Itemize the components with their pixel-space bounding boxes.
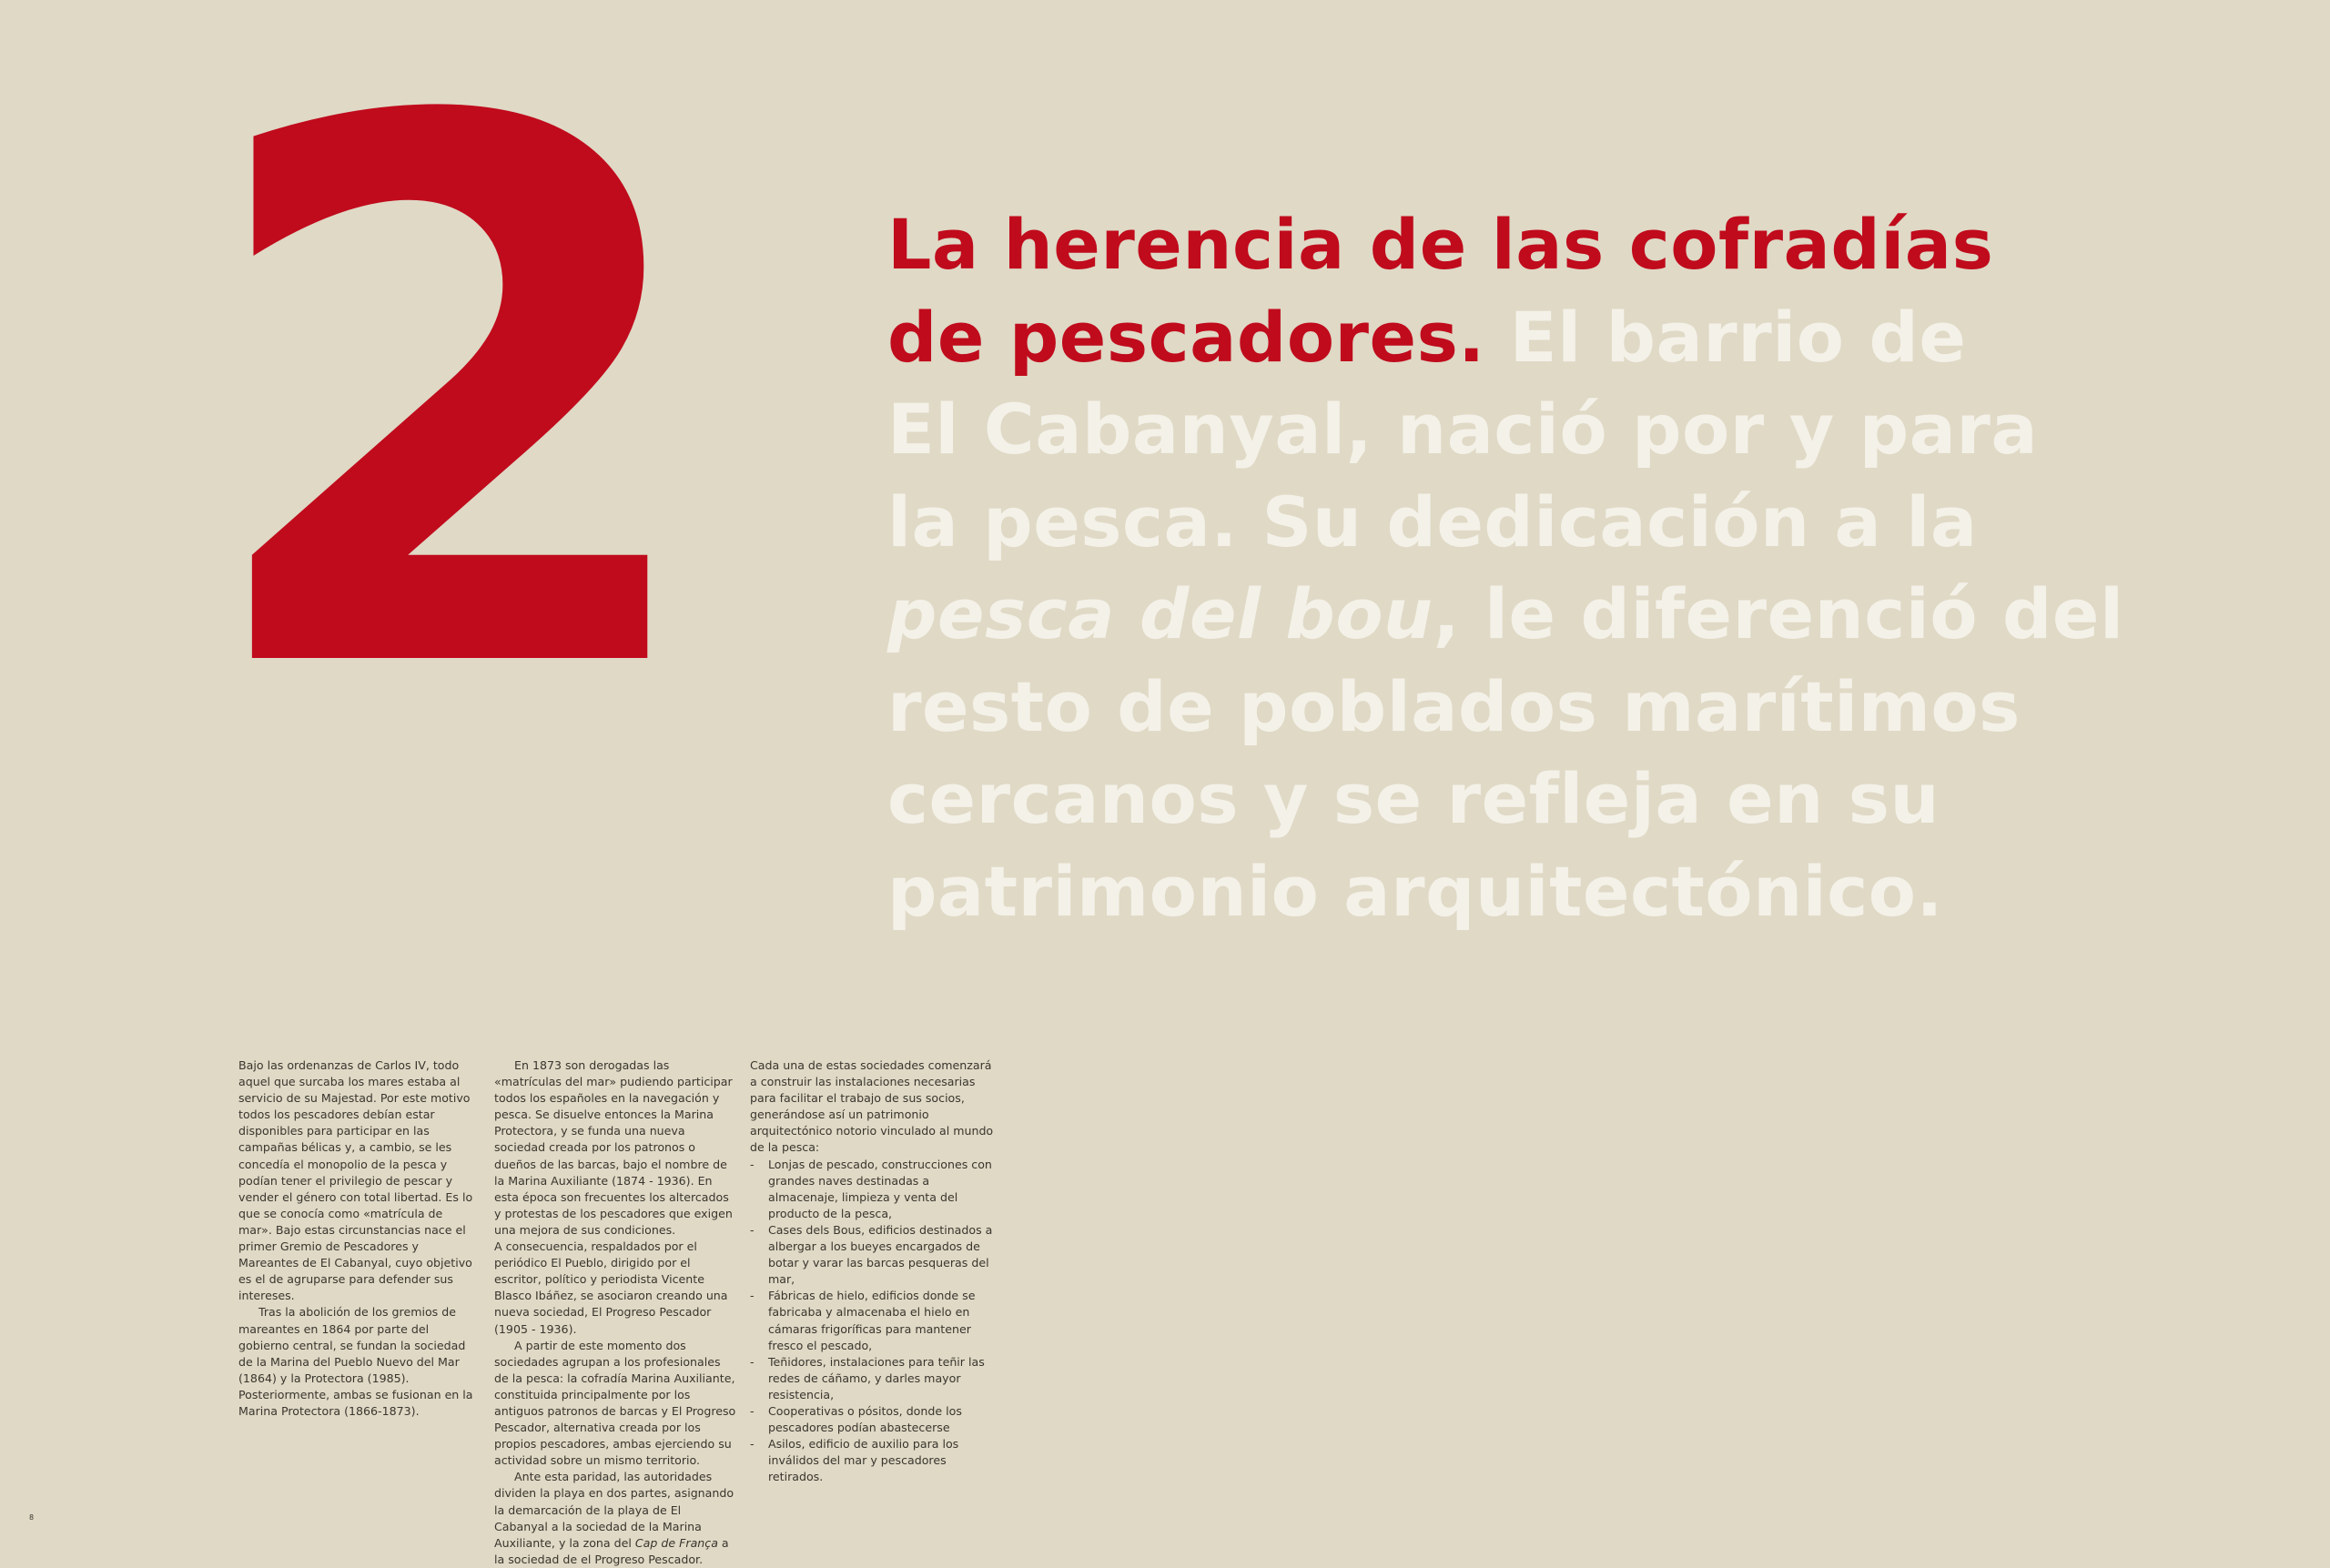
headline-text-line4: la pesca. Su dedicación a la <box>887 481 1978 562</box>
headline-red-line2: de pescadores. <box>887 296 1485 378</box>
list-item: - Lonjas de pescado, construcciones con grandes naves destinadas a almacenaje, limpieza y venta del producto de la pesca, <box>750 1157 994 1222</box>
headline-text-line3: El Cabanyal, nació por y para <box>887 389 2039 470</box>
headline-text-line2: El barrio de <box>1484 296 1967 378</box>
headline-text-line7: cercanos y se refleja en su <box>887 758 1940 839</box>
chapter-number: 2 <box>193 0 694 835</box>
headline-text-line6: resto de poblados marítimos <box>887 665 2021 747</box>
headline-red-line1: La herencia de las cofradías <box>887 204 1994 285</box>
list-item: - Cooperativas o pósitos, donde los pescadores podían abastecerse <box>750 1403 994 1436</box>
body-column-3 <box>750 1057 994 1485</box>
headline-text-line5: , le diferenció del <box>1433 573 2124 654</box>
headline-text-line8: patrimonio arquitectónico. <box>887 850 1943 932</box>
col2-paragraph-2: A consecuencia, respaldados por el periódico El Pueblo, dirigido por el escritor, político y periodista Vicente Blasco Ibáñez, se asociaron creando una nueva sociedad, El Progreso Pescador (1905 - 1936). <box>494 1239 728 1336</box>
facilities-list <box>750 1157 994 1486</box>
headline <box>887 198 2253 937</box>
page-number: 8 <box>29 1513 35 1522</box>
col2-paragraph-4-end: a la sociedad de el Progreso Pescador. <box>494 1535 729 1566</box>
col2-paragraph-3: A partir de este momento dos sociedades agrupan a los profesionales de la pesca: la cofradía Marina Auxiliante, constituida principalmente por los antiguos patronos de barcas y El Progreso Pescador, alternativa creada por los propios pescadores, ambas ejerciendo su actividad sobre un mismo territorio. <box>494 1338 736 1468</box>
body-column-1 <box>238 1057 477 1420</box>
col1-paragraph-2: Tras la abolición de los gremios de mareantes en 1864 por parte del gobierno central, se fundan la sociedad de la Marina del Pueblo Nuevo del Mar (1864) y la Protectora (1985). Posteriormente, ambas se fusionan en la Marina Protectora (1866-1873). <box>238 1305 473 1418</box>
list-item: - Fábricas de hielo, edificios donde se fabricaba y almacenaba el hielo en cámaras frigoríficas para mantener fresco el pescado, <box>750 1288 994 1353</box>
body-column-2 <box>494 1057 737 1568</box>
col3-intro: Cada una de estas sociedades comenzará a construir las instalaciones necesarias para facilitar el trabajo de sus socios, generándose así un patrimonio arquitectónico notorio vinculado al mundo de la pesca: <box>750 1058 994 1155</box>
col2-paragraph-1: En 1873 son derogadas las «matrículas del mar» pudiendo participar todos los españoles en la navegación y pesca. Se disuelve entonces la Marina Protectora, y se funda una nueva sociedad creada por los patronos o dueños de las barcas, bajo el nombre de la Marina Auxiliante (1874 - 1936). En esta época son frecuentes los altercados y protestas de los pescadores que exigen una mejora de sus condiciones. <box>494 1058 733 1237</box>
list-item: - Asilos, edificio de auxilio para los inválidos del mar y pescadores retirados. <box>750 1436 994 1485</box>
col2-paragraph-4-italic: Cap de França <box>634 1535 718 1550</box>
col2-paragraph-4-start: Ante esta paridad, las autoridades dividen la playa en dos partes, asignando la demarcación de la playa de El Cabanyal a la sociedad de la Marina Auxiliante, y la zona del <box>494 1470 734 1550</box>
list-item: - Cases dels Bous, edificios destinados a albergar a los bueyes encargados de botar y varar las barcas pesqueras del mar, <box>750 1222 994 1288</box>
list-item: - Teñidores, instalaciones para teñir las redes de cáñamo, y darles mayor resistencia, <box>750 1354 994 1403</box>
headline-italic-term: pesca del bou <box>887 573 1433 654</box>
col1-paragraph-1: Bajo las ordenanzas de Carlos IV, todo aquel que surcaba los mares estaba al servicio de su Majestad. Por este motivo todos los pescadores debían estar disponibles para participar en las campañas bélicas y, a cambio, se les concedía el monopolio de la pesca y podían tener el privilegio de pescar y vender el género con total libertad. Es lo que se conocía como «matrícula de mar». Bajo estas circunstancias nace el primer Gremio de Pescadores y Mareantes de El Cabanyal, cuyo objetivo es el de agruparse para defender sus intereses. <box>238 1058 473 1303</box>
